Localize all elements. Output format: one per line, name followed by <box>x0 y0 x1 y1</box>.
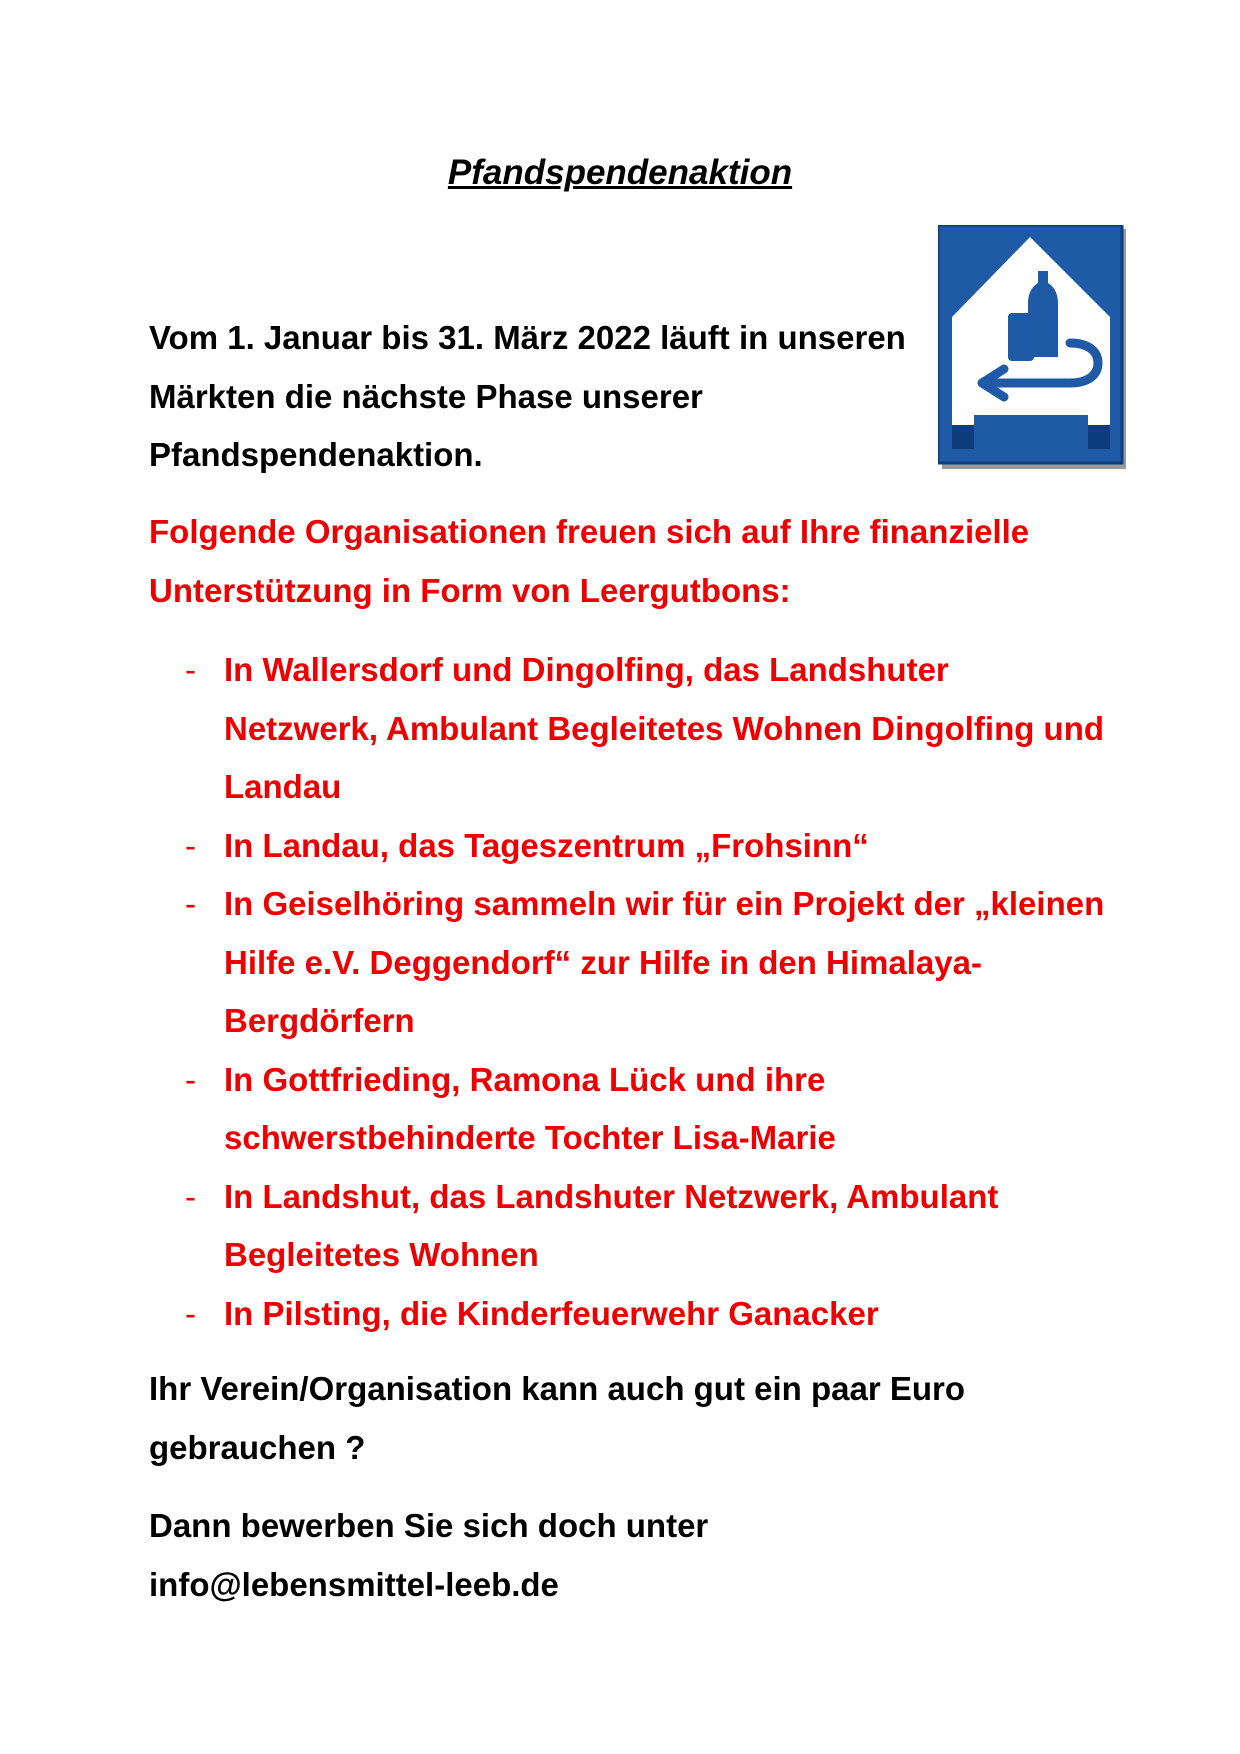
list-marker: - <box>185 885 196 922</box>
list-item <box>149 1051 1109 1168</box>
list-item-text: In Geiselhöring sammeln wir für ein Projekt der „kleinen Hilfe e.V. Deggendorf“ zur Hilfe in den Himalaya-Bergdörfern <box>224 885 1105 1039</box>
list-item-text: In Pilsting, die Kinderfeuerwehr Ganacker <box>224 1294 879 1332</box>
list-item <box>149 1285 1109 1344</box>
list-item-text: In Gottfrieding, Ramona Lück und ihre schwerstbehinderte Tochter Lisa-Marie <box>224 1060 836 1156</box>
list-marker: - <box>185 1060 196 1098</box>
list-item-text: In Wallersdorf und Dingolfing, das Landshuter Netzwerk, Ambulant Begleitetes Wohnen Dingolfing und Landau <box>224 651 1105 805</box>
contact-text: Dann bewerben Sie sich doch unter <box>149 1507 709 1544</box>
list-marker: - <box>185 651 196 688</box>
bottle-return-icon <box>938 225 1126 469</box>
list-item <box>149 1168 1109 1285</box>
list-item-text: In Landshut, das Landshuter Netzwerk, Ambulant Begleitetes Wohnen <box>224 1177 999 1273</box>
list-item <box>149 875 1109 1051</box>
contact-paragraph <box>149 1497 1109 1614</box>
intro-paragraph: Vom 1. Januar bis 31. März 2022 läuft in unseren Märkten die nächste Phase unserer Pfandspendenaktion. <box>149 319 906 473</box>
organization-list <box>149 641 1109 1343</box>
list-marker: - <box>185 1177 196 1215</box>
contact-email: info@lebensmittel-leeb.de <box>149 1565 559 1603</box>
list-item <box>149 641 1109 817</box>
question-paragraph: Ihr Verein/Organisation kann auch gut ein paar Euro gebrauchen ? <box>149 1370 966 1466</box>
list-item <box>149 817 1109 876</box>
page-title: Pfandspendenaktion <box>447 153 793 192</box>
organizations-lead: Folgende Organisationen freuen sich auf Ihre finanzielle Unterstützung in Form von Leergutbons: <box>149 513 1030 609</box>
list-item-text: In Landau, das Tageszentrum „Frohsinn“ <box>224 826 869 864</box>
list-marker: - <box>185 826 196 864</box>
list-marker: - <box>185 1294 196 1332</box>
